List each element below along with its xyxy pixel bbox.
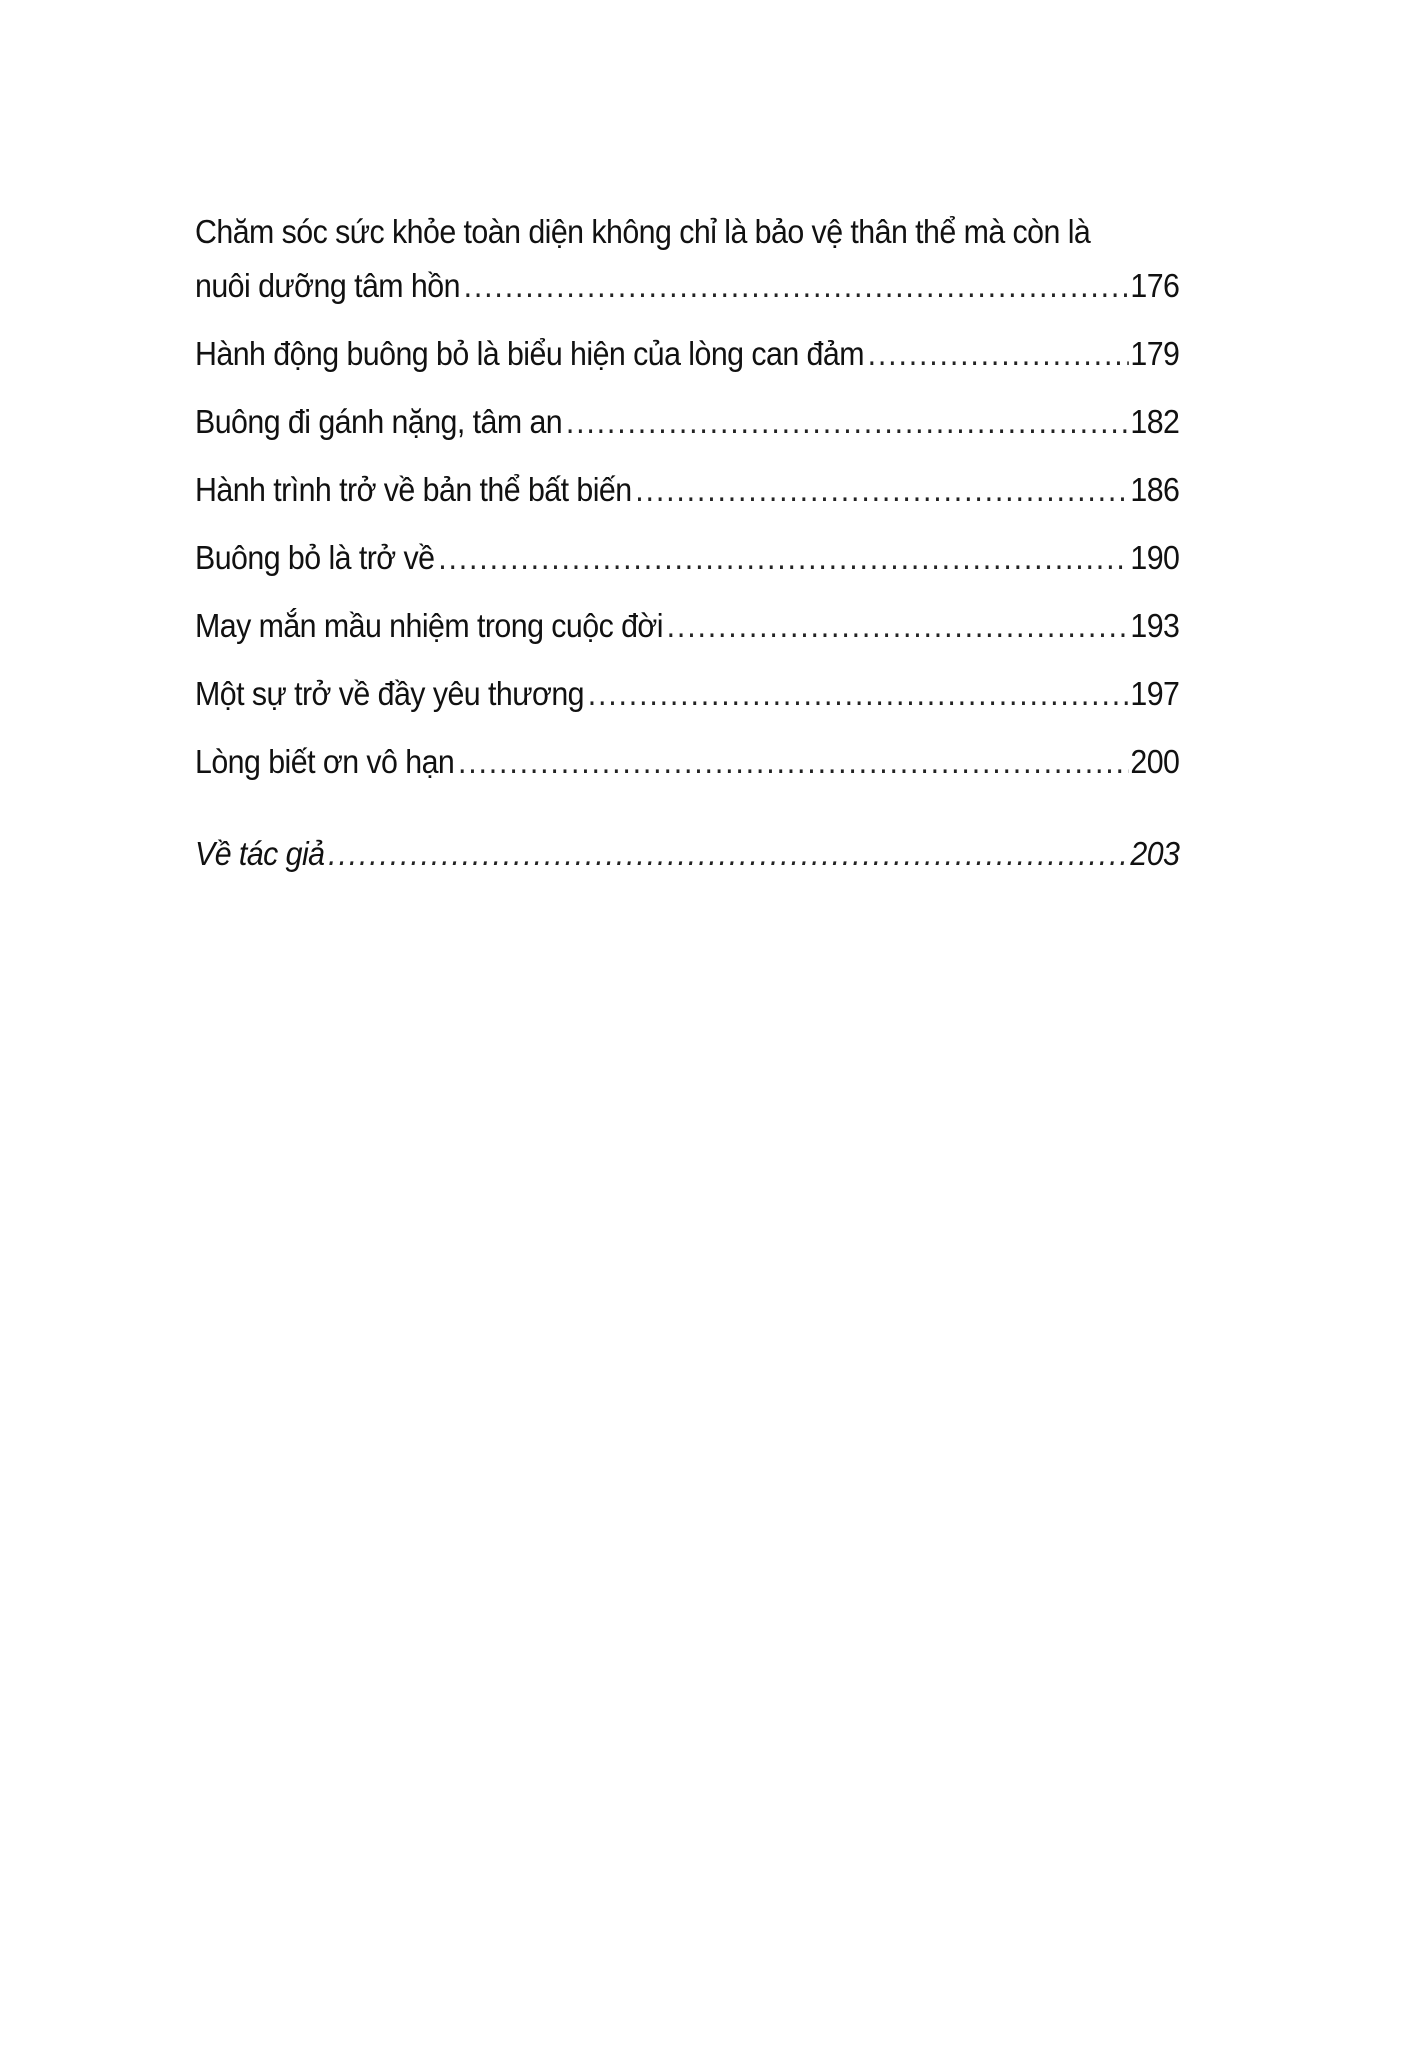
- dot-leader: [464, 259, 1129, 313]
- toc-entry-page: 179: [1130, 335, 1180, 372]
- toc-entry-title: Về tác giả: [195, 835, 325, 872]
- table-of-contents: [195, 205, 1180, 895]
- toc-entry-row: [195, 395, 1179, 449]
- toc-entry-title-line: Chăm sóc sức khỏe toàn diện không chỉ là bảo vệ thân thể mà còn là: [195, 213, 1091, 250]
- dot-leader: [566, 395, 1129, 449]
- toc-entry[interactable]: [195, 395, 1179, 449]
- toc-entry-about-author[interactable]: [195, 827, 1179, 881]
- toc-entry[interactable]: [195, 205, 1179, 313]
- dot-leader: [667, 599, 1129, 653]
- toc-entry-row: [195, 259, 1179, 313]
- toc-entry-row: [195, 667, 1179, 721]
- toc-entry-page: 176: [1130, 267, 1180, 304]
- toc-entry-page: 197: [1130, 675, 1180, 712]
- toc-entry-title: Lòng biết ơn vô hạn: [195, 743, 455, 780]
- toc-entry-title: Một sự trở về đầy yêu thương: [195, 675, 585, 712]
- dot-leader: [438, 531, 1128, 585]
- toc-entry-title: Hành động buông bỏ là biểu hiện của lòng can đảm: [195, 335, 864, 372]
- toc-entry-row: [195, 827, 1179, 881]
- dot-leader: [635, 463, 1128, 517]
- toc-entry-page: 203: [1130, 835, 1180, 872]
- dot-leader: [328, 827, 1128, 881]
- toc-entry-page: 182: [1130, 403, 1180, 440]
- toc-entry-row: [195, 735, 1179, 789]
- toc-entry[interactable]: [195, 327, 1179, 381]
- toc-entry-row: [195, 463, 1179, 517]
- toc-entry-row: [195, 327, 1179, 381]
- toc-entry[interactable]: [195, 531, 1179, 585]
- dot-leader: [458, 735, 1129, 789]
- dot-leader: [588, 667, 1129, 721]
- toc-entry-title: Buông bỏ là trở về: [195, 539, 435, 576]
- toc-entry-title: nuôi dưỡng tâm hồn: [195, 267, 460, 304]
- dot-leader: [868, 327, 1129, 381]
- toc-entry[interactable]: [195, 599, 1179, 653]
- toc-entry-title: May mắn mầu nhiệm trong cuộc đời: [195, 607, 663, 644]
- toc-entry[interactable]: [195, 735, 1179, 789]
- toc-entry-title: Buông đi gánh nặng, tâm an: [195, 403, 563, 440]
- toc-entry-page: 186: [1130, 471, 1180, 508]
- toc-entry-row: [195, 531, 1179, 585]
- toc-entry-page: 200: [1130, 743, 1180, 780]
- toc-entry-page: 193: [1130, 607, 1180, 644]
- toc-entry-title: Hành trình trở về bản thể bất biến: [195, 471, 632, 508]
- toc-entry-row: [195, 599, 1179, 653]
- toc-entry-page: 190: [1130, 539, 1180, 576]
- toc-entry[interactable]: [195, 667, 1179, 721]
- toc-entry[interactable]: [195, 463, 1179, 517]
